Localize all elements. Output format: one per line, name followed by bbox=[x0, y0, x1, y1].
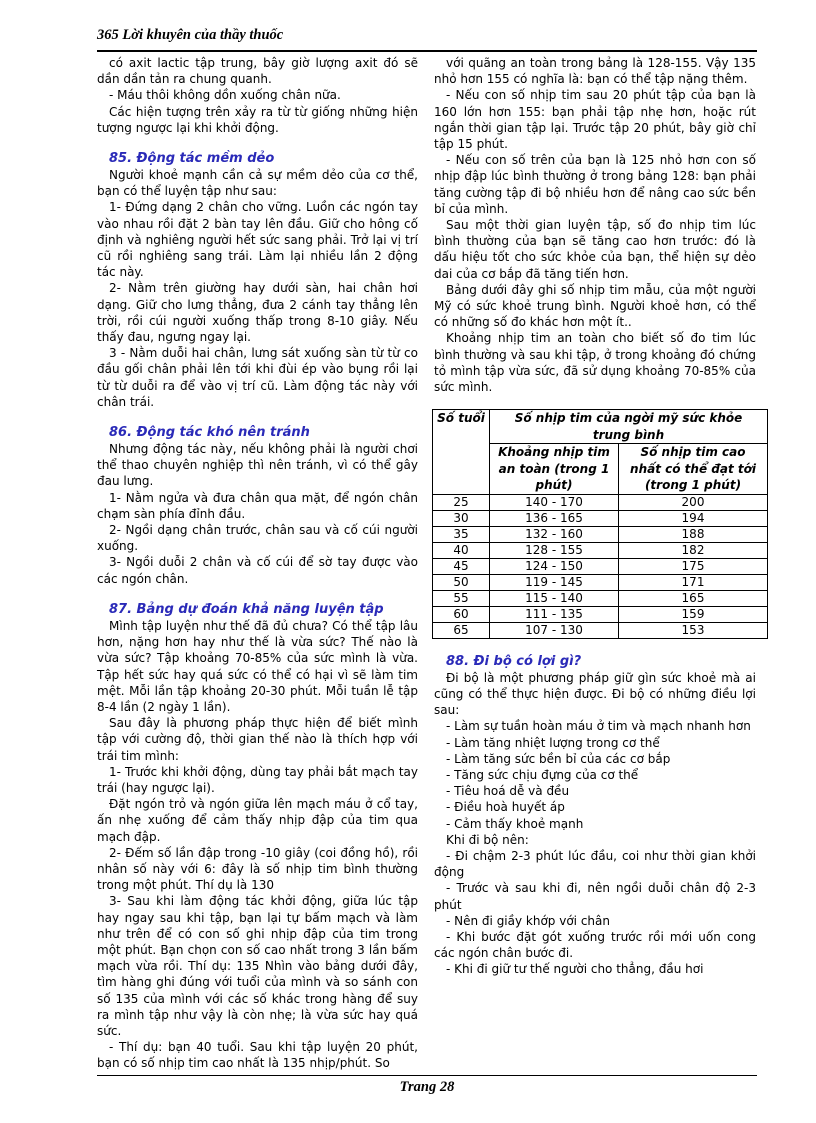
paragraph: Đi bộ là một phương pháp giữ gìn sức khoẻ mà ai cũng có thể thực hiện được. Đi bộ có những điều lợi sau: bbox=[434, 670, 756, 718]
section-85-title: 85. Động tác mềm dẻo bbox=[109, 151, 275, 167]
list-item: - Làm tăng nhiệt lượng trong cơ thể bbox=[446, 735, 660, 750]
paragraph: 1- Nằm ngửa và đưa chân qua mặt, để ngón chân chạm sàn phía đỉnh đầu. bbox=[97, 490, 418, 521]
list-item: - Nên đi giầy khớp với chân bbox=[446, 913, 610, 928]
max-rate-cell: 194 bbox=[619, 510, 768, 526]
max-rate-cell: 171 bbox=[619, 574, 768, 590]
paragraph: có axit lactic tập trung, bây giờ lượng axit đó sẽ dần dần tản ra chung quanh. bbox=[97, 56, 418, 87]
paragraph: 1- Trước khi khởi động, dùng tay phải bắt mạch tay trái (hay ngược lại). bbox=[97, 764, 418, 795]
paragraph: Nhưng động tác này, nếu không phải là người chơi thể thao chuyên nghiệp thì nên tránh, vì có thể gây đau lưng. bbox=[97, 442, 418, 489]
list-item: - Đi chậm 2-3 phút lúc đầu, coi như thời gian khởi động bbox=[434, 849, 756, 880]
age-cell: 50 bbox=[433, 574, 490, 590]
list-item: - Làm tăng sức bền bỉ của các cơ bắp bbox=[446, 751, 671, 766]
paragraph: 3- Ngồi duỗi 2 chân và cố cúi để sờ tay được vào các ngón chân. bbox=[97, 555, 418, 586]
safe-range-cell: 111 - 135 bbox=[490, 606, 619, 622]
paragraph: Mình tập luyện như thế đã đủ chưa? Có thể tập lâu hơn, nặng hơn hay như thế là vừa sức? Thế nào là vừa sức? Tập khoảng 70-85% của sức mình là vừa. Tập hết sức hay quá sức có thể có hại vì sẽ làm tim mệt. Mỗi lần tập khoảng 20-30 phút. Mỗi tuần lễ tập 8-4 lần (2 ngày 1 lần). bbox=[97, 618, 418, 714]
safe-range-cell: 136 - 165 bbox=[490, 510, 619, 526]
max-rate-cell: 175 bbox=[619, 558, 768, 574]
list-item: - Tiêu hoá dễ và đều bbox=[446, 784, 570, 799]
max-rate-cell: 182 bbox=[619, 542, 768, 558]
max-rate-cell: 153 bbox=[619, 622, 768, 638]
max-rate-cell: 165 bbox=[619, 590, 768, 606]
list-item: - Trước và sau khi đi, nên ngồi duỗi chân độ 2-3 phút bbox=[434, 881, 756, 912]
list-item: - Khi bước đặt gót xuống trước rồi mới uốn cong các ngón chân bước đi. bbox=[434, 930, 756, 961]
paragraph: - Nếu con số trên của bạn là 125 nhỏ hơn con số nhịp đập lúc bình thường ở trong bảng 128: bạn phải tăng cường tập đi bộ nhiều hơn để nâng cao sức bền bỉ của mình. bbox=[434, 153, 756, 216]
table-row bbox=[433, 542, 768, 558]
page-number: Trang 28 bbox=[399, 1079, 455, 1095]
age-cell: 55 bbox=[433, 590, 490, 606]
age-cell: 30 bbox=[433, 510, 490, 526]
max-rate-cell: 159 bbox=[619, 606, 768, 622]
age-cell: 65 bbox=[433, 622, 490, 638]
age-cell: 45 bbox=[433, 558, 490, 574]
section-86-title: 86. Động tác khó nên tránh bbox=[109, 425, 310, 441]
list-item: - Tăng sức chịu đựng của cơ thể bbox=[446, 767, 639, 782]
max-rate-cell: 188 bbox=[619, 526, 768, 542]
paragraph: 2- Đếm số lần đập trong -10 giây (coi đồng hồ), rồi nhân số này với 6: đây là số nhịp tim bình thường trong một phút. Thí dụ là 130 bbox=[97, 845, 418, 893]
table-row bbox=[433, 494, 768, 510]
safe-range-cell: 140 - 170 bbox=[490, 494, 619, 510]
paragraph: Người khoẻ mạnh cần cả sự mềm dẻo của cơ thể, bạn có thể luyện tập như sau: bbox=[97, 168, 418, 199]
paragraph: 2- Nằm trên giường hay dưới sàn, hai chân hơi dạng. Giữ cho lưng thẳng, đưa 2 cánh tay thẳng lên trời, rồi cúi người xuống thấp trong 8-10 giây. Nếu thấy đau, ngưng ngay lại. bbox=[97, 281, 418, 345]
paragraph: Đặt ngón trỏ và ngón giữa lên mạch máu ở cổ tay, ấn nhẹ xuống để cảm thấy nhịp đập của tim qua mạch đập. bbox=[97, 797, 418, 844]
table-row bbox=[433, 606, 768, 622]
table-header-safe-range: Khoảng nhịp tim an toàn (trong 1 phút) bbox=[490, 444, 619, 495]
paragraph: Sau đây là phương pháp thực hiện để biết mình tập với cường độ, thời gian thế nào là thích hợp với trái tim mình: bbox=[97, 716, 418, 763]
paragraph: 3- Sau khi làm động tác khởi động, giữa lúc tập hay ngay sau khi tập, bạn lại tự bấm mạch và làm như trên để có con số ghi nhịp đập của tim trong một phút. Bạn chọn con số cao nhất trong 3 lần bấm mạch vừa rồi. Thí dụ: 135 Nhìn vào bảng dưới đây, tìm hàng ghi đúng với tuổi của mình và so sánh con số 135 của mình với các số khác trong hàng để suy ra mình tập như vậy là còn nhẹ; là vừa sức hay quá sức. bbox=[97, 894, 418, 1038]
book-title: 365 Lời khuyên của thầy thuốc bbox=[97, 27, 284, 43]
paragraph: 3 - Nằm duỗi hai chân, lưng sát xuống sàn từ từ co đầu gối chân phải lên tới khi đùi ép vào bụng rồi lại từ từ duỗi ra để vào vị trí cũ. Làm động tác này với chân trái. bbox=[97, 346, 418, 409]
paragraph: Bảng dưới đây ghi số nhịp tim mẫu, của một người Mỹ có sức khoẻ trung bình. Người khoẻ hơn, có thể có những số đo khác hơn một ít.. bbox=[434, 282, 756, 330]
page-footer bbox=[97, 1075, 757, 1096]
list-item: - Khi đi giữ tư thế người cho thẳng, đầu hơi bbox=[446, 962, 704, 977]
list-item: - Làm sự tuần hoàn máu ở tim và mạch nhanh hơn bbox=[446, 719, 751, 734]
heart-rate-table bbox=[432, 409, 768, 639]
page-header bbox=[97, 24, 757, 52]
left-column bbox=[97, 55, 418, 1072]
safe-range-cell: 132 - 160 bbox=[490, 526, 619, 542]
table-row bbox=[433, 622, 768, 638]
table-row bbox=[433, 526, 768, 542]
safe-range-cell: 115 - 140 bbox=[490, 590, 619, 606]
paragraph: - Nếu con số nhịp tim sau 20 phút tập của bạn là 160 lớn hơn 155: bạn phải tập nhẹ hơn, hoặc rút ngắn thời gian tập lại. Trước tập 20 phút, bây giờ chỉ tập 15 phút. bbox=[434, 88, 756, 152]
table-row bbox=[433, 510, 768, 526]
table-header-max-rate: Số nhịp tim cao nhất có thể đạt tới (trong 1 phút) bbox=[619, 444, 768, 495]
right-column bbox=[434, 55, 756, 978]
safe-range-cell: 107 - 130 bbox=[490, 622, 619, 638]
age-cell: 35 bbox=[433, 526, 490, 542]
paragraph: 2- Ngồi dạng chân trước, chân sau và cố cúi người xuống. bbox=[97, 523, 418, 554]
list-item: - Điều hoà huyết áp bbox=[446, 800, 565, 815]
table-row bbox=[433, 590, 768, 606]
list-item: - Cảm thấy khoẻ mạnh bbox=[446, 816, 584, 831]
table-row bbox=[433, 558, 768, 574]
paragraph: - Máu thôi không dồn xuống chân nữa. bbox=[109, 88, 341, 103]
max-rate-cell: 200 bbox=[619, 494, 768, 510]
paragraph: Khoảng nhịp tim an toàn cho biết số đo tim lúc bình thường và sau khi tập, ở trong khoảng đó chứng tỏ mình tập vừa sức, đã sử dụng khoảng 70-85% của sức mình. bbox=[434, 331, 756, 395]
paragraph: Sau một thời gian luyện tập, số đo nhịp tim lúc bình thường của bạn sẽ tăng cao hơn trước: đó là dấu hiệu tốt cho sức khỏe của bạn, thể hiện sự dẻo dai của cơ bắp đã tăng tiến hơn. bbox=[434, 218, 756, 281]
table-header-group: Số nhịp tim của ngời mỹ sức khỏe trung bình bbox=[490, 410, 768, 444]
paragraph: - Thí dụ: bạn 40 tuổi. Sau khi tập luyện 20 phút, bạn có số nhịp tim cao nhất là 135 nhịp/phút. So bbox=[97, 1040, 418, 1071]
paragraph: 1- Đứng dạng 2 chân cho vững. Luồn các ngón tay vào nhau rồi đặt 2 bàn tay lên đầu. Giữ cho hông cố định và nghiêng người hết sức sang phải. Trở lại vị trí cũ rồi nghiêng sang trái. Làm lại nhiều lần 2 động tác này. bbox=[97, 200, 418, 280]
safe-range-cell: 124 - 150 bbox=[490, 558, 619, 574]
paragraph: Các hiện tượng trên xảy ra từ từ giống những hiện tượng ngược lại khi khởi động. bbox=[97, 104, 418, 135]
table-row bbox=[433, 574, 768, 590]
age-cell: 25 bbox=[433, 494, 490, 510]
section-88-title: 88. Đi bộ có lợi gì? bbox=[446, 653, 582, 669]
safe-range-cell: 119 - 145 bbox=[490, 574, 619, 590]
paragraph: Khi đi bộ nên: bbox=[446, 832, 529, 847]
age-cell: 60 bbox=[433, 606, 490, 622]
table-header-age: Số tuổi bbox=[433, 410, 490, 495]
section-87-title: 87. Bảng dự đoán khả năng luyện tập bbox=[109, 601, 384, 617]
safe-range-cell: 128 - 155 bbox=[490, 542, 619, 558]
paragraph: với quãng an toàn trong bảng là 128-155. Vậy 135 nhỏ hơn 155 có nghĩa là: bạn có thể tập nặng thêm. bbox=[434, 56, 756, 87]
age-cell: 40 bbox=[433, 542, 490, 558]
